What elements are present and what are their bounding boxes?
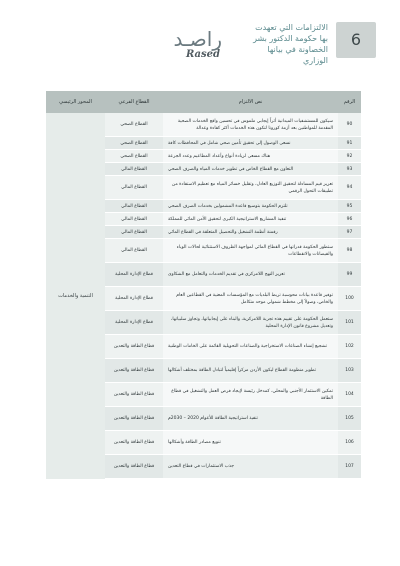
table-row [105,150,361,163]
sub-sector-cell: القطاع الصحي [105,113,163,136]
sub-sector-cell: القطاع المالي [105,239,163,262]
table-row [105,113,361,137]
sub-sector-cell: قطاع الطاقة والتعدين [105,335,163,358]
page-header [0,0,400,75]
logo-arabic-text: راصـد [173,27,222,51]
table-row [105,176,361,200]
sub-sector-cell: القطاع المالي [105,213,163,225]
row-number-cell: 103 [338,359,361,382]
chapter-title [240,22,328,65]
commitment-text-cell: ستعمل الحكومة على تقييم هذه تجربة اللامركزية، والبناء على إيجابياتها، وتجاوز سلبياتها، وتعديل مشروع قانون الإدارة المحلية [163,311,338,334]
commitment-text-cell: تلتزم الحكومة بتوسيع قاعدة المشمولين بخدمات الصرف الصحي [163,200,338,212]
table-row [105,311,361,335]
sub-sector-cell: القطاع المالي [105,163,163,175]
commitment-text-cell: جذب الاستثمارات في قطاع التعدين [163,455,338,478]
table-body [46,113,361,479]
commitment-text-cell: تنويع مصادر الطاقة وأشكالها [163,431,338,454]
chapter-title-line: الخصاونة في بيانها الوزاري [267,45,328,65]
table-row [105,431,361,455]
row-number-cell: 107 [338,455,361,478]
header-number: الرقم [343,99,356,105]
chapter-number-badge: 6 [336,22,376,58]
commitment-text-cell: ستطور الحكومة قدراتها في القطاع المائي لمواجهة الظروف الاستثنائية لحالات الوباء والفيضانات والانقطاعات [163,239,338,262]
commitment-text-cell: تنفيذ استراتيجية الطاقة للأعوام 2020 – 2030م [163,407,338,430]
commitment-text-cell: رقمنة أنظمة التشغيل والتحصيل المتعلقة في القطاع المائي [163,226,338,238]
commitment-text-cell: تعزيز النهج اللامركزي في تقديم الخدمات والتعامل مع الشكاوى [163,263,338,286]
commitment-text-cell: التعاون مع القطاع الخاص في تطوير خدمات المياه والصرف الصحي [163,163,338,175]
sub-sector-cell: قطاع الطاقة والتعدين [105,455,163,478]
table-row [105,335,361,359]
row-number-cell: 102 [338,335,361,358]
row-number-cell: 90 [338,113,361,136]
sub-sector-cell: قطاع الطاقة والتعدين [105,431,163,454]
commitment-text-cell: تعزيز قيم المساءلة لتحقيق التوزيع العادل، وتقليل خسائر المياه مع تعظيم الاستفادة من تطبيقات التحول الرقمي [163,176,338,199]
row-number-cell: 95 [338,200,361,212]
header-sub-sector: القطاع الفرعي [118,99,150,105]
row-number-cell: 106 [338,431,361,454]
commitment-text-cell: سيكون للمستشفيات الميدانية أثراً إيجابي ملموس في تحسين واقع الخدمات الصحية المقدمة للمواطنين بعد أزمة كورونا لتكون هذه الخدمات أكثر كفاءة وعدالة [163,113,338,136]
chapter-title-line: الالتزامات التي تعهدت [255,23,328,32]
table-rows [105,113,361,479]
commitment-text-cell: تنفيذ المشاريع الاستراتيجية الكبرى لتحقيق الأمن المائي للمملكة [163,213,338,225]
sub-sector-cell: القطاع المالي [105,200,163,212]
table-row [105,239,361,263]
sub-sector-cell: قطاع الطاقة والتعدين [105,359,163,382]
commitment-text-cell: تطوير منظومة القطاع ليكون الأردن مركزاً إقليمياً لتبادل الطاقة بمختلف أشكالها [163,359,338,382]
row-number-cell: 94 [338,176,361,199]
table-row [105,226,361,239]
row-number-cell: 101 [338,311,361,334]
chapter-title-line: بها حكومة الدكتور بشر [253,34,328,43]
sub-sector-cell: قطاع الطاقة والتعدين [105,383,163,406]
sub-sector-cell: قطاع الإدارة المحلية [105,263,163,286]
sub-sector-cell: قطاع الإدارة المحلية [105,287,163,310]
table-row [105,137,361,150]
row-number-cell: 96 [338,213,361,225]
table-row [105,263,361,287]
sub-sector-cell: قطاع الإدارة المحلية [105,311,163,334]
sub-sector-cell: القطاع الصحي [105,150,163,162]
table-row [105,407,361,431]
table-row [105,213,361,226]
table-row [105,455,361,479]
rased-logo [152,27,222,65]
table-row [105,359,361,383]
commitment-text-cell: تمكين الاستثمار الأجنبي والمحلي، كمدخل رئيسة لإيجاد فرص العمل والتشغيل في قطاع الطاقة [163,383,338,406]
header-main-axis: المحور الرئيسي [59,99,92,105]
row-number-cell: 97 [338,226,361,238]
table-header-row [46,91,361,113]
header-commitment-text: نص الالتزام [238,99,263,105]
commitment-text-cell: نسعى الوصول إلى تحقيق تأمين صحي شامل في المحافظات كافة [163,137,338,149]
commitments-table [46,91,361,479]
logo-english-text: Rased [185,49,220,60]
table-row [105,287,361,311]
sub-sector-cell: القطاع المالي [105,226,163,238]
table-row [105,163,361,176]
commitment-text-cell: هناك مسعى لزيادة أنواع وأعداد المطاعيم وعدد الجرعة [163,150,338,162]
main-axis-cell: التنمية والخدمات [46,113,105,479]
sub-sector-cell: قطاع الطاقة والتعدين [105,407,163,430]
table-row [105,200,361,213]
sub-sector-cell: القطاع المالي [105,176,163,199]
table-row [105,383,361,407]
row-number-cell: 99 [338,263,361,286]
commitment-text-cell: تشجيع إنشاء الصناعات الاستخراجية والصناعات التحويلية القائمة على الخامات الوطنية [163,335,338,358]
sub-sector-cell: القطاع الصحي [105,137,163,149]
commitment-text-cell: توفير قاعدة بيانات محوسبة تربط البلديات مع المؤسسات المعنية في القطاعين العام والخاص، وصولاً إلى مخطط شمولي موحد متكامل [163,287,338,310]
row-number-cell: 91 [338,137,361,149]
row-number-cell: 104 [338,383,361,406]
row-number-cell: 92 [338,150,361,162]
row-number-cell: 105 [338,407,361,430]
row-number-cell: 93 [338,163,361,175]
row-number-cell: 98 [338,239,361,262]
row-number-cell: 100 [338,287,361,310]
